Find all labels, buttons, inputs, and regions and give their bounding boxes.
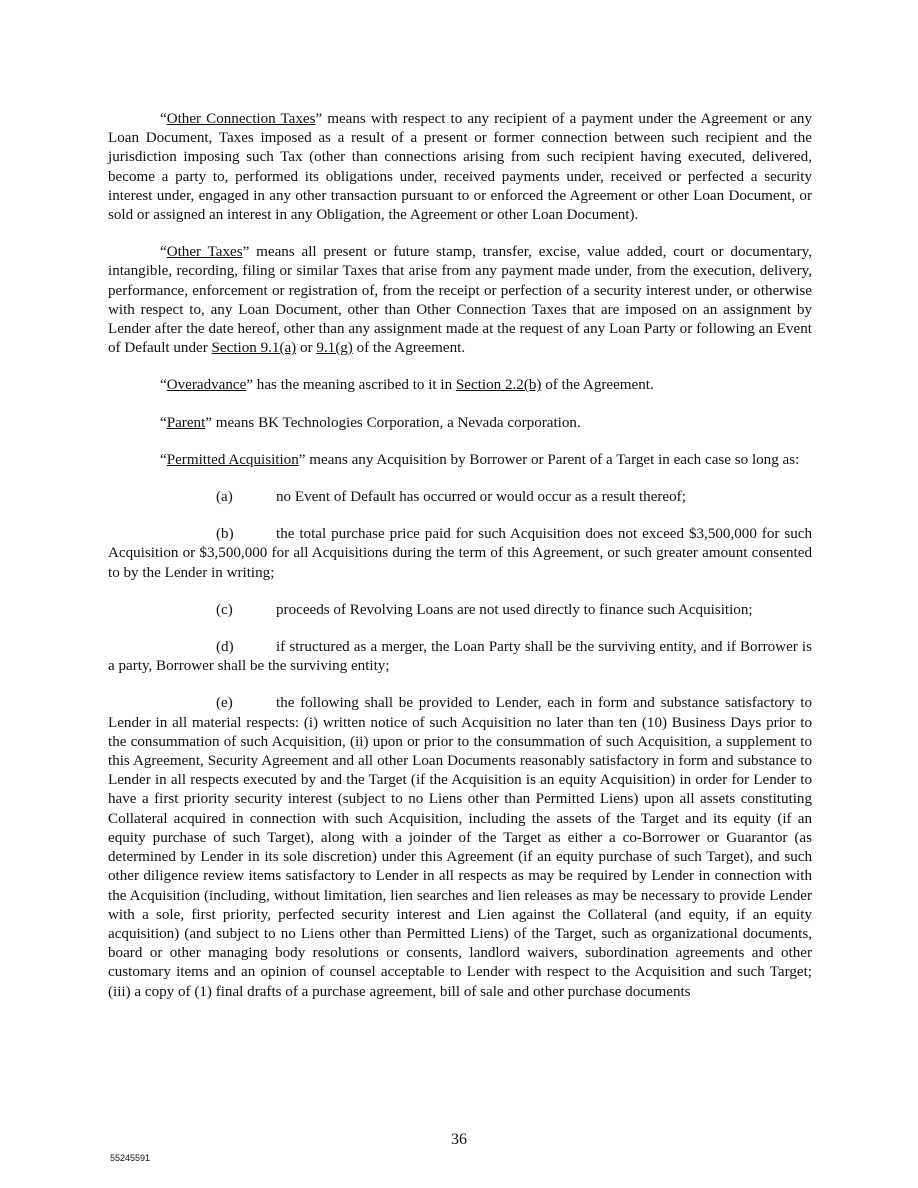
item-text: if structured as a merger, the Loan Party shall be the surviving entity, and if Borrower is a party, Borrower shall be the surviving entity; [108,639,812,675]
defined-term: Permitted Acquisition [166,451,299,468]
definition-permitted-acquisition [108,451,812,470]
definition-text: means with respect to any recipient of a payment under the Agreement or any Loan Document, Taxes imposed as a result of a present or former connection between such recipient and the jurisdiction imposing such Tax (other than connections arising from such recipient having executed, delivered, become a party to, performed its obligations under, received payments under, received or perfected a security interest under, engaged in any other transaction pursuant to or enforced the Agreement or other Loan Document, or sold or assigned an interest in any Obligation, the Agreement or other Loan Document). [108,111,813,224]
definition-text: has the meaning ascribed to it in [253,377,456,394]
definition-text: means BK Technologies Corporation, a Nevada corporation. [211,414,581,431]
close-quote: ” [205,414,212,431]
defined-term: Other Connection Taxes [166,111,316,127]
close-quote: ” [246,377,254,394]
list-item-e [108,694,812,1001]
item-label: (b) [216,526,234,543]
item-label: (c) [216,601,233,618]
item-text: no Event of Default has occurred or would occur as a result thereof; [276,489,686,506]
definition-parent [108,414,812,433]
item-text: the total purchase price paid for such Acquisition does not exceed $3,500,000 for such Acquisition or $3,500,000 for all Acquisitions during the term of this Agreement, or such greater amount consented to by the Lender in writing; [108,526,812,581]
close-quote: ” [298,451,306,468]
defined-term: Overadvance [166,377,247,394]
definition-other-connection-taxes [108,110,812,225]
section-reference: 9.1(g) [316,340,353,357]
open-quote: “ [160,111,167,127]
item-label: (e) [216,695,233,712]
defined-term: Parent [166,414,206,431]
open-quote: “ [160,244,167,261]
open-quote: “ [160,451,167,468]
list-item-c [108,601,812,620]
definition-text: or [296,340,317,357]
list-item-a [108,488,812,507]
open-quote: “ [160,414,167,431]
definition-text: of the Agreement. [352,340,466,357]
document-body [108,110,812,1020]
item-label: (d) [216,639,234,656]
item-text: proceeds of Revolving Loans are not used directly to finance such Acquisition; [276,601,753,618]
definition-text: means all present or future stamp, transfer, excise, value added, court or documentary, intangible, recording, filing or similar Taxes that arise from any payment made under, from the execution, delivery, performance, enforcement or registration of, from the receipt or perfection of a security interest under, or otherwise with respect to, any Loan Document, other than Other Connection Taxes that are imposed on an assignment by Lender after the date hereof, other than any assignment made at the request of any Loan Party or following an Event of Default under [108,244,812,357]
section-reference: Section 9.1(a) [211,340,297,357]
defined-term: Other Taxes [166,244,243,261]
item-label: (a) [216,489,233,506]
definition-overadvance [108,376,812,395]
document-id: 55245591 [110,1153,151,1163]
close-quote: ” [315,111,323,127]
close-quote: ” [242,244,250,261]
open-quote: “ [160,377,167,394]
list-item-d [108,638,812,676]
definition-text: of the Agreement. [541,377,654,394]
definition-text: means any Acquisition by Borrower or Parent of a Target in each case so long as: [305,451,800,468]
definition-other-taxes [108,243,812,358]
section-reference: Section 2.2(b) [455,377,542,394]
list-item-b [108,525,812,583]
page-number: 36 [451,1131,467,1148]
item-text: the following shall be provided to Lender, each in form and substance satisfactory to Lender in all material respects: (i) written notice of such Acquisition no later than ten (10) Business Days prior to the consummation of such Acquisition, (ii) upon or prior to the consummation of such Acquisition, a supplement to this Agreement, Security Agreement and all other Loan Documents reasonably satisfactory in form and substance to Lender in all respects executed by and the Target (if the Acquisition is an equity Acquisition) in order for Lender to have a first priority security interest (subject to no Liens other than Permitted Liens) upon all assets constituting Collateral acquired in connection with such Acquisition, including the assets of the Target and its equity (if an equity purchase of such Target), along with a joinder of the Target as either a co-Borrower or Guarantor (as determined by Lender in its sole discretion) under this Agreement (if an equity purchase of such Target), and such other diligence review items satisfactory to Lender in all respects as may be required by Lender in connection with the Acquisition (including, without limitation, lien searches and lien releases as may be necessary to provide Lender with a sole, first priority, perfected security interest and Lien against the Collateral (and equity, if an equity acquisition) (and subject to no Liens other than Permitted Liens) of the Target, such as organizational documents, board or other managing body resolutions or consents, landlord waivers, subordination agreements and other customary items and an opinion of counsel acceptable to Lender with respect to the Acquisition and such Target; (iii) a copy of (1) final drafts of a purchase agreement, bill of sale and other purchase documents [108,695,812,1000]
